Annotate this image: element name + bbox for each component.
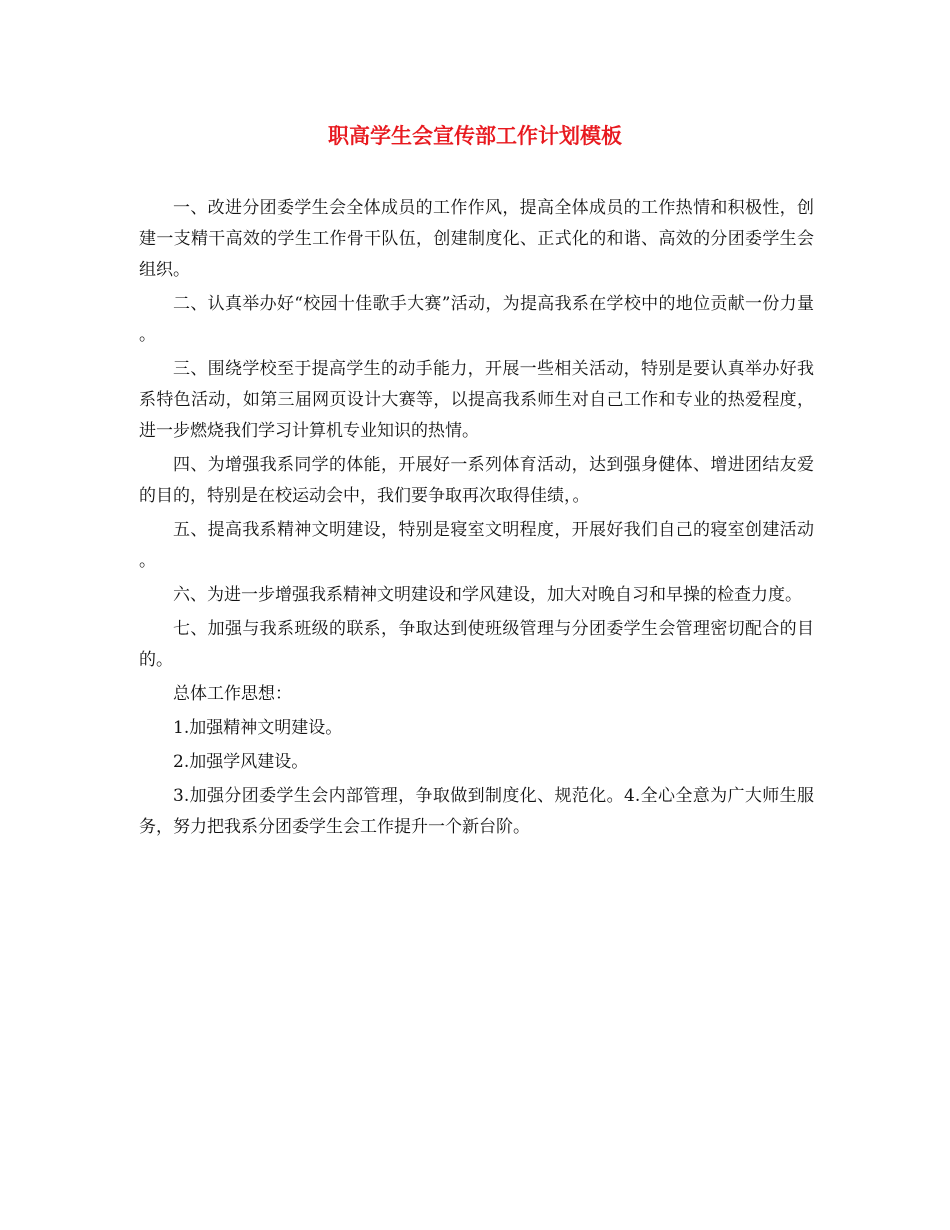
summary-item-3: 3.加强分团委学生会内部管理，争取做到制度化、规范化。4.全心全意为广大师生服务，努力把我系分团委学生会工作提升一个新台阶。 (139, 786, 814, 837)
summary-item-2: 2.加强学风建设。 (173, 752, 309, 772)
paragraph-3: 三、围绕学校至于提高学生的动手能力，开展一些相关活动，特别是要认真举办好我系特色活动，如第三届网页设计大赛等，以提高我系师生对自己工作和专业的热爱程度，进一步燃烧我们学习计算机专业知识的热情。 (139, 359, 814, 441)
summary-item-1: 1.加强精神文明建设。 (173, 718, 343, 738)
paragraph-2: 二、认真举办好“校园十佳歌手大赛”活动，为提高我系在学校中的地位贡献一份力量。 (139, 294, 814, 345)
document-body (139, 193, 814, 846)
paragraph-4: 四、为增强我系同学的体能，开展好一系列体育活动，达到强身健体、增进团结友爱的目的，特别是在校运动会中，我们要争取再次取得佳绩，。 (139, 455, 814, 506)
paragraph-5: 五、提高我系精神文明建设，特别是寝室文明程度，开展好我们自己的寝室创建活动。 (139, 520, 814, 571)
paragraph-1: 一、改进分团委学生会全体成员的工作作风，提高全体成员的工作热情和积极性，创建一支精干高效的学生工作骨干队伍，创建制度化、正式化的和谐、高效的分团委学生会组织。 (139, 198, 814, 280)
paragraph-6: 六、为进一步增强我系精神文明建设和学风建设，加大对晚自习和早操的检查力度。 (173, 585, 802, 605)
document-title: 职高学生会宣传部工作计划模板 (328, 123, 622, 148)
summary-heading: 总体工作思想： (173, 684, 292, 704)
paragraph-7: 七、加强与我系班级的联系，争取达到使班级管理与分团委学生会管理密切配合的目的。 (139, 619, 814, 670)
